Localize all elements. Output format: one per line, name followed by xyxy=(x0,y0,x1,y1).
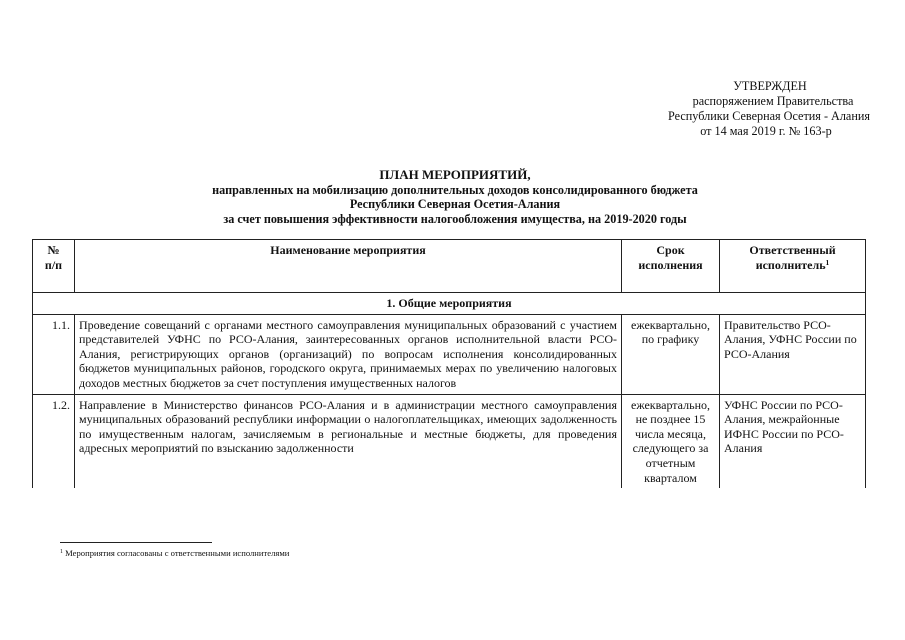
footnote-divider xyxy=(60,542,212,543)
plan-table xyxy=(32,239,866,488)
document-title xyxy=(120,168,790,226)
title-line-3: Республики Северная Осетия-Алания xyxy=(349,197,561,211)
approval-stamp xyxy=(640,79,870,139)
header-num xyxy=(33,240,75,293)
header-name: Наименование мероприятия xyxy=(75,240,622,293)
table-row xyxy=(33,394,866,488)
header-resp-line2 xyxy=(724,258,861,273)
row-activity: Направление в Министерство финансов РСО-Алания и в администрации местного самоуправления муниципальных образований республики информации о налогоплательщиках, имеющих задолженность по имущественным налогам, зачисляемым в региональные и местные бюджеты, для проведения адресных мероприятий по взысканию задолженности xyxy=(75,394,622,488)
approval-date: от 14 мая 2019 г. № 163-р xyxy=(700,124,832,138)
header-responsible xyxy=(720,240,866,293)
footnote-text: Мероприятия согласованы с ответственными исполнителями xyxy=(65,548,290,558)
row-activity: Проведение совещаний с органами местного самоуправления муниципальных образований с участием представителей УФНС по РСО-Алания, заинтересованных органов исполнительной власти РСО-Алания, регистрирующих органов (организаций) по вопросам исполнения консолидированных бюджетов муниципальных районов, городского округа, принимаемых мерах по увеличению налоговых доходов местных бюджетов за счет поступления имущественных налогов xyxy=(75,314,622,394)
table-header-row xyxy=(33,240,866,293)
footnote xyxy=(60,548,289,559)
row-term: ежеквартально, по графику xyxy=(622,314,720,394)
header-resp-label: исполнитель xyxy=(755,257,826,272)
row-responsible: УФНС России по РСО-Алания, межрайонные ИФНС России по РСО-Алания xyxy=(720,394,866,488)
row-term: ежеквартально, не позднее 15 числа месяца, следующего за отчетным кварталом xyxy=(622,394,720,488)
header-term-line2: исполнения xyxy=(638,257,703,272)
header-term-line1: Срок xyxy=(656,243,685,257)
section-title: 1. Общие мероприятия xyxy=(33,293,866,315)
header-resp-line1: Ответственный xyxy=(749,243,836,257)
section-row xyxy=(33,293,866,315)
plan-title: ПЛАН МЕРОПРИЯТИЙ, xyxy=(379,167,531,182)
title-line-4: за счет повышения эффективности налогообложения имущества, на 2019-2020 годы xyxy=(223,211,687,226)
approval-title: УТВЕРЖДЕН xyxy=(733,79,807,93)
title-line-2: направленных на мобилизацию дополнительных доходов консолидированного бюджета xyxy=(212,182,698,197)
table-row xyxy=(33,314,866,394)
row-responsible: Правительство РСО-Алания, УФНС России по РСО-Алания xyxy=(720,314,866,394)
row-num: 1.1. xyxy=(33,314,75,394)
row-num: 1.2. xyxy=(33,394,75,488)
header-num-line2: п/п xyxy=(44,257,63,272)
approval-line-3: Республики Северная Осетия - Алания xyxy=(668,109,870,123)
footnote-mark: 1 xyxy=(60,549,63,555)
approval-line-2: распоряжением Правительства xyxy=(692,94,854,108)
header-term xyxy=(622,240,720,293)
header-num-line1: № xyxy=(47,243,60,257)
footnote-ref: 1 xyxy=(825,257,830,267)
